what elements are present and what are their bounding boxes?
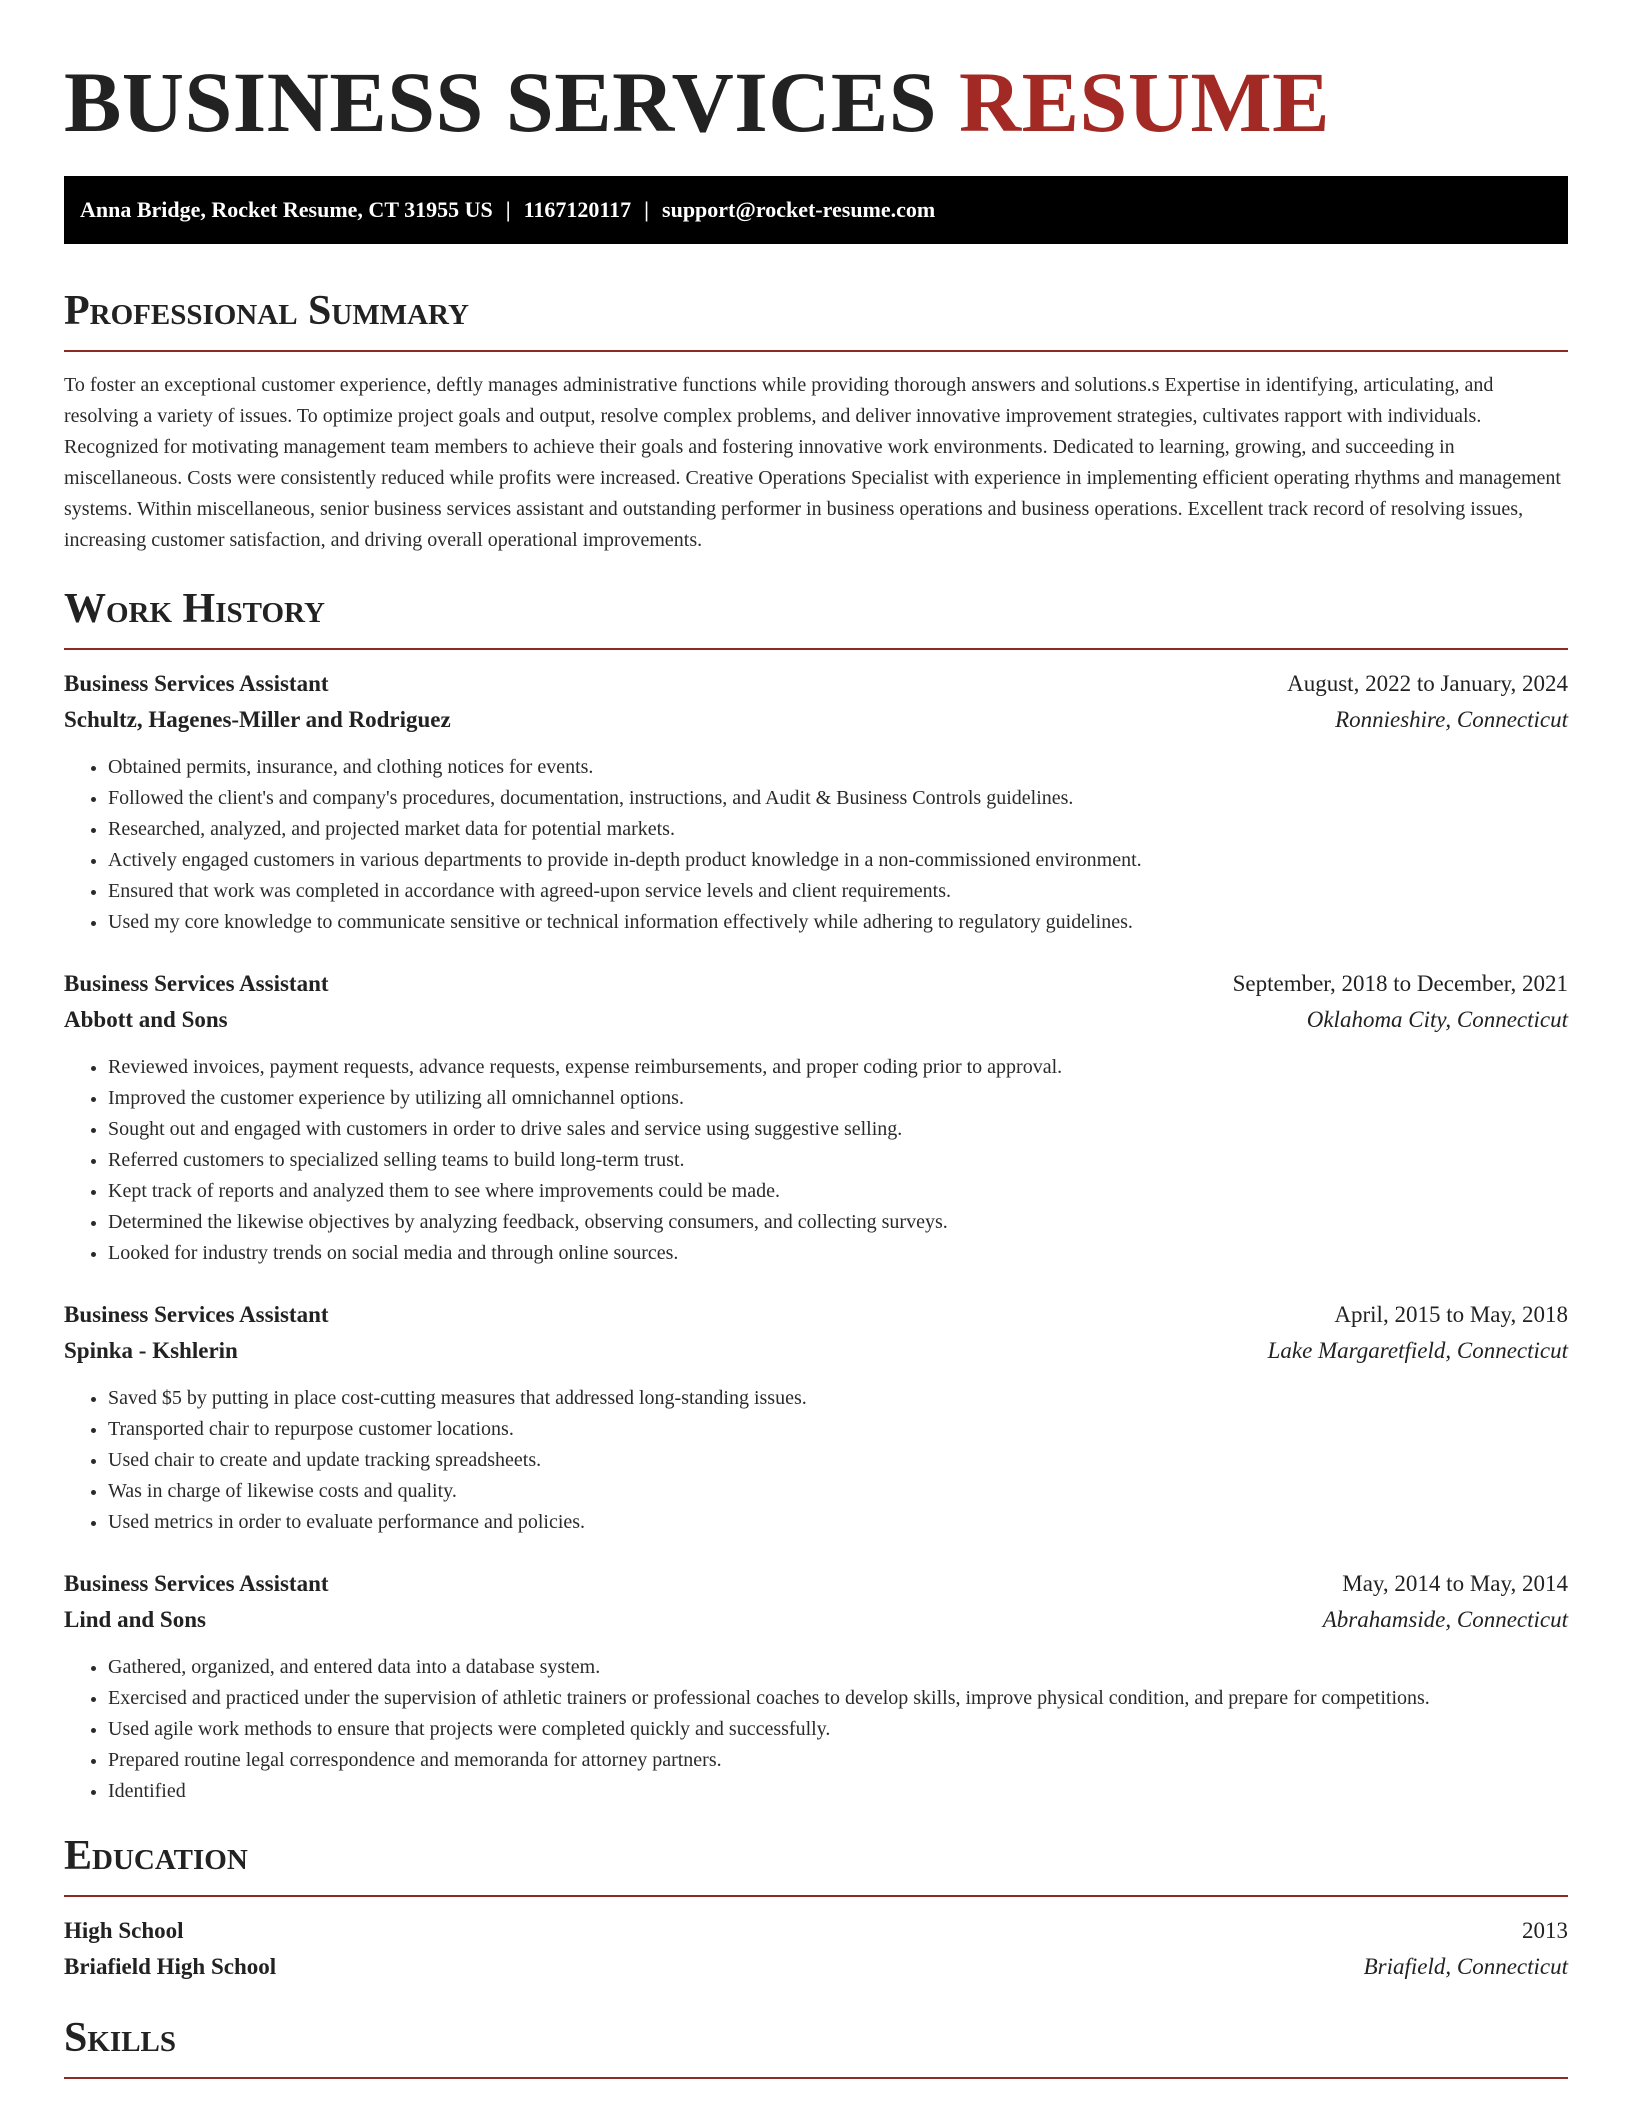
list-item: • Exercised and practiced under the supervision of athletic trainers or professional coaches to develop skills, improve physical condition, and prepare for competitions. [108,1683,1568,1714]
education-year: 2013 [1522,1918,1568,1943]
title-accent: RESUME [959,54,1330,150]
job-header-row [64,666,1568,702]
job-company-row [64,1333,1568,1369]
job-bullets [64,1052,1568,1269]
job-bullets [64,1652,1568,1807]
contact-separator: | [505,197,511,222]
list-item: • Kept track of reports and analyzed them to see where improvements could be made. [108,1176,1568,1207]
job-title: Business Services Assistant [64,671,329,696]
education-school: Briafield High School [64,1954,277,1979]
list-item: • Actively engaged customers in various departments to provide in-depth product knowledge in a non-commissioned environment. [108,845,1568,876]
job-location: Ronnieshire, Connecticut [1335,707,1568,732]
job-company: Lind and Sons [64,1607,206,1632]
job-dates: August, 2022 to January, 2024 [1287,671,1568,696]
job-entry [64,666,1568,938]
list-item: • Ensured that work was completed in accordance with agreed-upon service levels and client requirements. [108,876,1568,907]
list-item: • Followed the client's and company's procedures, documentation, instructions, and Audit & Business Controls guidelines. [108,783,1568,814]
list-item: • Used metrics in order to evaluate performance and policies. [108,1507,1568,1538]
job-title: Business Services Assistant [64,971,329,996]
education-school-row [64,1949,1568,1985]
job-company: Schultz, Hagenes-Miller and Rodriguez [64,707,451,732]
job-location: Lake Margaretfield, Connecticut [1267,1338,1568,1363]
job-company: Spinka - Kshlerin [64,1338,238,1363]
job-location: Abrahamside, Connecticut [1322,1607,1568,1632]
education-location: Briafield, Connecticut [1363,1954,1568,1979]
skills-section [64,2013,1568,2079]
list-item: • Referred customers to specialized selling teams to build long-term trust. [108,1145,1568,1176]
job-bullets [64,752,1568,938]
list-item: • Was in charge of likewise costs and quality. [108,1476,1568,1507]
section-divider [64,648,1568,650]
list-item: • Looked for industry trends on social media and through online sources. [108,1238,1568,1269]
section-divider [64,1895,1568,1897]
summary-text: To foster an exceptional customer experience, deftly manages administrative functions while providing thorough answers and solutions.s Expertise in identifying, articulating, and resolving a variety of issues. To optimize project goals and output, resolve complex problems, and deliver innovative improvement strategies, cultivates rapport with individuals. Recognized for motivating management team members to achieve their goals and fostering innovative work environments. Dedicated to learning, growing, and succeeding in miscellaneous. Costs were consistently reduced while profits were increased. Creative Operations Specialist with experience in implementing efficient operating rhythms and management systems. Within miscellaneous, senior business services assistant and outstanding performer in business operations and business operations. Excellent track record of resolving issues, increasing customer satisfaction, and driving overall operational improvements. [64,374,1561,551]
section-heading: Professional Summary [64,288,469,334]
list-item: • Identified [108,1776,1568,1807]
education-header-row [64,1913,1568,1949]
job-location: Oklahoma City, Connecticut [1306,1007,1568,1032]
list-item: • Determined the likewise objectives by analyzing feedback, observing consumers, and collecting surveys. [108,1207,1568,1238]
job-title: Business Services Assistant [64,1571,329,1596]
list-item: • Used agile work methods to ensure that projects were completed quickly and successfully. [108,1714,1568,1745]
list-item: • Reviewed invoices, payment requests, advance requests, expense reimbursements, and proper coding prior to approval. [108,1052,1568,1083]
list-item: • Researched, analyzed, and projected market data for potential markets. [108,814,1568,845]
section-divider [64,2077,1568,2079]
list-item: • Sought out and engaged with customers in order to drive sales and service using suggestive selling. [108,1114,1568,1145]
job-entry [64,1297,1568,1538]
list-item: • Transported chair to repurpose customer locations. [108,1414,1568,1445]
job-company: Abbott and Sons [64,1007,228,1032]
work-history-section [64,584,1568,1807]
job-header-row [64,1297,1568,1333]
list-item: • Prepared routine legal correspondence and memoranda for attorney partners. [108,1745,1568,1776]
education-degree: High School [64,1918,184,1943]
contact-address: Anna Bridge, Rocket Resume, CT 31955 US [80,197,493,222]
list-item: • Obtained permits, insurance, and clothing notices for events. [108,752,1568,783]
job-company-row [64,1002,1568,1038]
job-dates: May, 2014 to May, 2014 [1342,1571,1568,1596]
list-item: • Used chair to create and update tracking spreadsheets. [108,1445,1568,1476]
job-bullets [64,1383,1568,1538]
job-dates: April, 2015 to May, 2018 [1334,1302,1568,1327]
job-header-row [64,1566,1568,1602]
contact-email: support@rocket-resume.com [662,197,936,222]
list-item: • Used my core knowledge to communicate sensitive or technical information effectively while adhering to regulatory guidelines. [108,907,1568,938]
section-heading: Education [64,1833,248,1879]
job-entry [64,966,1568,1269]
list-item: • Improved the customer experience by utilizing all omnichannel options. [108,1083,1568,1114]
job-dates: September, 2018 to December, 2021 [1232,971,1568,996]
job-title: Business Services Assistant [64,1302,329,1327]
contact-phone: 1167120117 [523,197,632,222]
job-entry [64,1566,1568,1807]
contact-separator: | [644,197,650,222]
title-main: BUSINESS SERVICES [64,54,938,150]
resume-title [64,0,1568,152]
list-item: • Saved $5 by putting in place cost-cutting measures that addressed long-standing issues. [108,1383,1568,1414]
section-heading: Skills [64,2015,177,2061]
education-entry [64,1913,1568,1985]
contact-bar [64,176,1568,244]
section-divider [64,350,1568,352]
list-item: • Gathered, organized, and entered data into a database system. [108,1652,1568,1683]
education-section [64,1831,1568,1985]
job-header-row [64,966,1568,1002]
job-company-row [64,1602,1568,1638]
job-company-row [64,702,1568,738]
section-heading: Work History [64,586,325,632]
summary-section [64,286,1568,556]
